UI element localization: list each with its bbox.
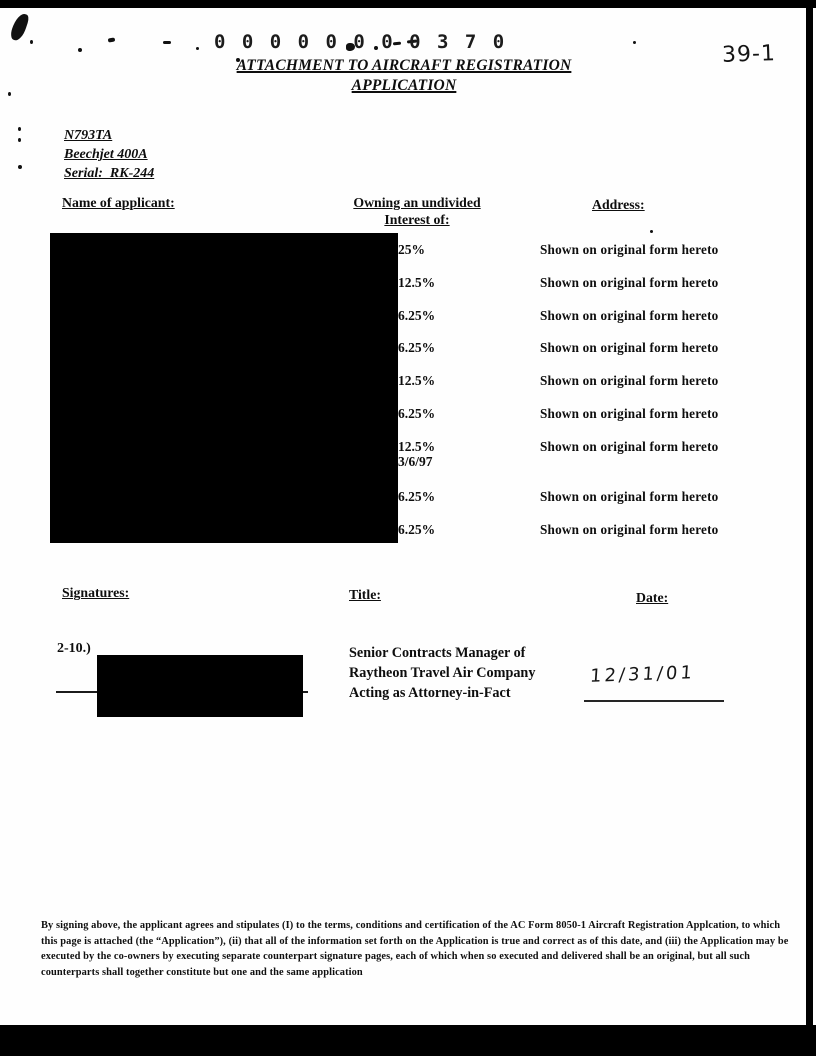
ink-speck — [9, 12, 30, 43]
address-value: Shown on original form hereto — [540, 405, 719, 421]
scan-edge-top — [0, 0, 816, 8]
address-value: Shown on original form hereto — [540, 373, 719, 389]
date-label: Date: — [636, 590, 669, 605]
document-title-line2: APPLICATION — [351, 77, 457, 94]
address-value: Shown on original form hereto — [540, 307, 719, 323]
scan-edge-bottom — [0, 1025, 816, 1056]
handwritten-page-mark: 39-1 — [721, 41, 777, 68]
ink-speck — [18, 138, 21, 142]
interest-note: 3/6/97 — [398, 453, 433, 469]
redaction-box-applicant-names — [50, 233, 398, 543]
title-label: Title: — [349, 587, 381, 602]
signer-title-line1: Senior Contracts Manager of — [349, 645, 526, 661]
ink-speck — [633, 41, 636, 44]
aircraft-serial: Serial: RK-244 — [64, 166, 155, 181]
redaction-box-signature — [97, 655, 303, 717]
column-header-interest-line2: Interest of: — [384, 211, 450, 227]
date-line — [584, 700, 724, 702]
ink-speck — [196, 47, 199, 50]
interest-value: 25% — [398, 242, 425, 257]
ink-speck — [18, 127, 21, 131]
signer-title-line3: Acting as Attorney-in-Fact — [349, 685, 511, 701]
document-title-line1: ATTACHMENT TO AIRCRAFT REGISTRATION — [236, 57, 572, 74]
stamped-document-number: 0 0 0 0 0 0 0 0 3 7 0 — [214, 31, 507, 53]
address-value: Shown on original form hereto — [540, 488, 719, 504]
interest-value: 6.25% — [398, 521, 436, 537]
signer-title-block — [349, 643, 535, 703]
address-value: Shown on original form hereto — [540, 242, 719, 257]
interest-value: 12.5% — [398, 373, 436, 389]
ink-speck — [30, 40, 33, 44]
aircraft-info-block — [64, 126, 154, 183]
interest-value: 12.5% — [398, 274, 436, 290]
legal-stipulation-text: By signing above, the applicant agrees and stipulates (I) to the terms, conditions and certification of the AC Form 8050-1 Aircraft Registration Applcation, to which this page is attached (the “Application”), (ii) that all of the information set forth on the Application is true and correct as of this date, and (iii) the Application may be executed by the co-owners by executing separate counterpart signature pages, each of which when so executed and delivered shall be an original, but all such counterparts shall together constitute but one and the same application — [41, 920, 789, 978]
address-value: Shown on original form hereto — [540, 521, 719, 537]
ink-speck — [18, 165, 22, 169]
column-header-address: Address: — [592, 197, 645, 212]
ink-speck — [108, 37, 116, 42]
interest-value: 6.25% — [398, 340, 436, 356]
interest-value: 6.25% — [398, 307, 436, 323]
aircraft-model: Beechjet 400A — [64, 147, 148, 162]
signatures-label: Signatures: — [62, 585, 130, 600]
interest-value: 6.25% — [398, 488, 436, 504]
ink-speck — [163, 41, 171, 44]
signature-item-number: 2-10.) — [57, 641, 91, 656]
interest-value: 6.25% — [398, 405, 436, 421]
signer-title-line2: Raytheon Travel Air Company — [349, 665, 536, 681]
column-header-interest-line1: Owning an undivided — [353, 195, 481, 210]
address-value: Shown on original form hereto — [540, 274, 719, 290]
handwritten-date: 12/31/01 — [589, 662, 696, 687]
column-header-name: Name of applicant: — [62, 195, 175, 210]
aircraft-registration: N793TA — [64, 128, 113, 143]
column-header-interest — [332, 195, 502, 228]
ink-speck — [78, 48, 82, 52]
interest-value: 12.5% — [398, 438, 436, 454]
address-value: Shown on original form hereto — [540, 438, 719, 454]
address-value: Shown on original form hereto — [540, 340, 719, 356]
ink-speck — [650, 230, 653, 233]
